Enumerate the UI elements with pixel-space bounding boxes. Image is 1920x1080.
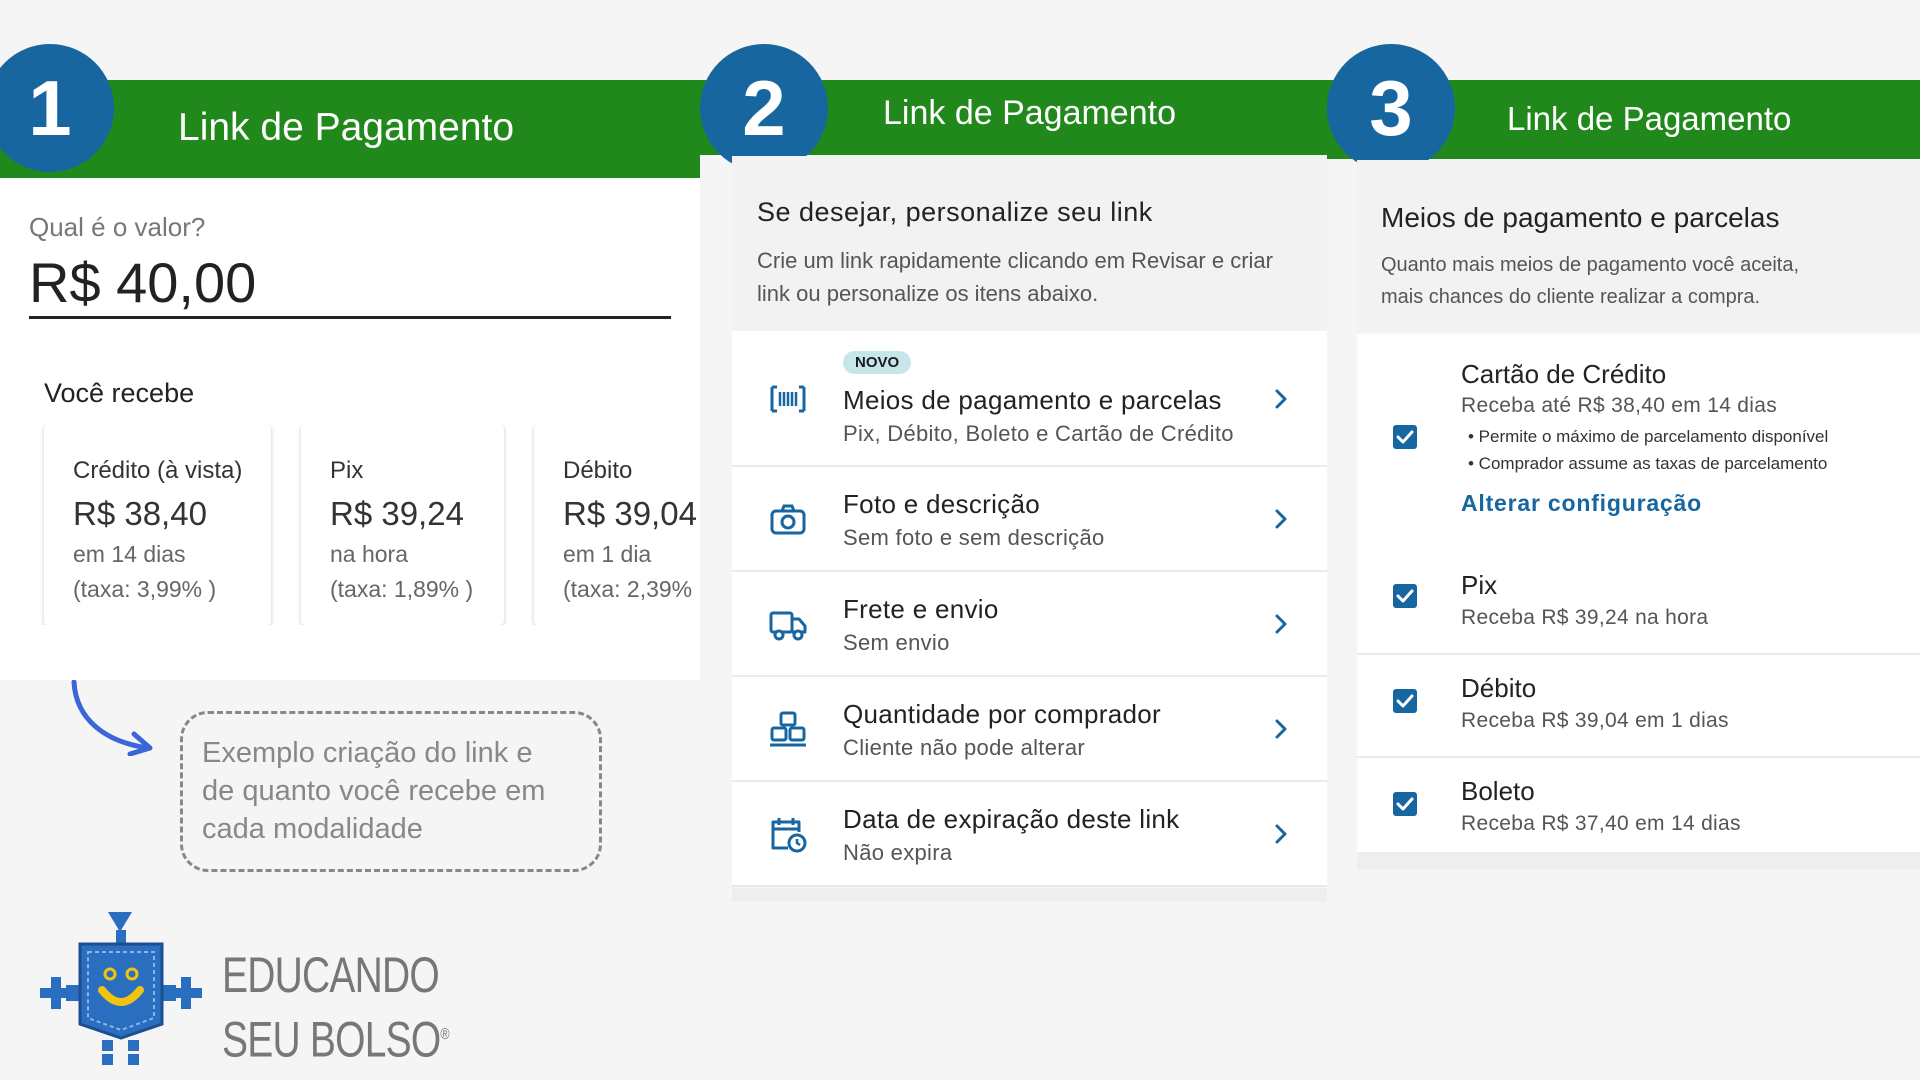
card-fee: (taxa: 2,39% — [563, 576, 693, 602]
card-title: Crédito (à vista) — [73, 457, 243, 484]
panel-step-1 — [0, 0, 700, 1080]
menu-item-desc: Cliente não pode alterar — [843, 735, 1086, 760]
truck-icon — [768, 604, 808, 644]
menu-item-title: Meios de pagamento e parcelas — [843, 385, 1222, 415]
panel-step-3 — [1327, 0, 1920, 1080]
customize-title: Se desejar, personalize seu link — [757, 197, 1153, 227]
barcode-icon — [768, 379, 808, 419]
option-credit-card — [1357, 334, 1920, 552]
menu-item-title: Foto e descrição — [843, 489, 1041, 519]
menu-item-expiration[interactable] — [732, 782, 1327, 887]
menu-item-title: Data de expiração deste link — [843, 804, 1180, 834]
checkmark-icon — [1393, 792, 1417, 816]
callout-line: cada modalidade — [202, 813, 423, 845]
calendar-clock-icon — [768, 814, 808, 854]
card-when: na hora — [330, 541, 409, 567]
chevron-right-icon — [1273, 717, 1289, 741]
card-value: R$ 38,40 — [73, 495, 207, 532]
logo-line-text: SEU BOLSO — [222, 1011, 441, 1068]
methods-title: Meios de pagamento e parcelas — [1381, 202, 1780, 233]
menu-item-title: Quantidade por comprador — [843, 699, 1161, 729]
logo-line: EDUCANDO — [222, 947, 439, 1003]
card-value: R$ 39,04 — [563, 495, 697, 532]
header-title: Link de Pagamento — [1507, 100, 1792, 137]
menu-footer — [732, 888, 1327, 902]
step-badge: 1 — [0, 44, 114, 172]
menu-item-desc: Sem envio — [843, 630, 950, 655]
option-title: Débito — [1461, 673, 1537, 703]
boxes-icon — [768, 709, 808, 749]
card-title: Débito — [563, 457, 633, 484]
amount-input[interactable]: R$ 40,00 — [29, 251, 257, 314]
change-config-link[interactable]: Alterar configuração — [1461, 490, 1702, 516]
chevron-right-icon — [1273, 387, 1289, 411]
amount-underline — [29, 316, 671, 319]
chevron-right-icon — [1273, 612, 1289, 636]
option-title: Cartão de Crédito — [1461, 359, 1667, 389]
header-title: Link de Pagamento — [178, 106, 515, 149]
panel-step-2 — [700, 0, 1327, 1080]
option-desc: Receba até R$ 38,40 em 14 dias — [1461, 394, 1778, 417]
card-fee: (taxa: 1,89% ) — [330, 576, 474, 602]
option-bullet: • Permite o máximo de parcelamento disponível — [1468, 427, 1829, 446]
checkbox-credit-card[interactable] — [1393, 425, 1417, 449]
customize-menu — [732, 331, 1327, 887]
header-title: Link de Pagamento — [883, 94, 1176, 132]
menu-item-shipping[interactable] — [732, 572, 1327, 677]
methods-subtitle — [1381, 249, 1799, 313]
option-desc: Receba R$ 37,40 em 14 dias — [1461, 812, 1741, 835]
curved-arrow-icon — [66, 680, 162, 756]
receive-card-debit — [534, 425, 700, 625]
payment-options — [1357, 334, 1920, 858]
subtitle-line: Quanto mais meios de pagamento você aceita, — [1381, 254, 1800, 276]
option-title: Boleto — [1461, 776, 1535, 806]
card-when: em 14 dias — [73, 541, 186, 567]
card-value: R$ 39,24 — [330, 495, 464, 532]
logo-wordmark — [222, 945, 449, 1070]
checkmark-icon — [1393, 425, 1417, 449]
checkbox-pix[interactable] — [1393, 584, 1417, 608]
step-badge: 3 — [1327, 44, 1455, 172]
amount-label: Qual é o valor? — [29, 212, 206, 242]
menu-item-payment-methods[interactable] — [732, 331, 1327, 467]
checkmark-icon — [1393, 689, 1417, 713]
receive-heading: Você recebe — [44, 378, 195, 408]
option-desc: Receba R$ 39,04 em 1 dias — [1461, 709, 1729, 732]
receive-card-credit — [44, 425, 271, 625]
option-boleto — [1357, 758, 1920, 858]
receive-card-pix — [301, 425, 504, 625]
option-pix — [1357, 552, 1920, 655]
card-when: em 1 dia — [563, 541, 652, 567]
options-footer — [1357, 852, 1920, 870]
menu-item-desc: Pix, Débito, Boleto e Cartão de Crédito — [843, 421, 1234, 446]
menu-item-desc: Não expira — [843, 840, 953, 865]
registered-mark: ® — [440, 1026, 449, 1043]
customize-subtitle: Crie um link rapidamente clicando em Revisar e criar link ou personalize os itens abaixo. — [757, 248, 1273, 306]
callout-note — [180, 711, 602, 872]
checkbox-debit[interactable] — [1393, 689, 1417, 713]
card-fee: (taxa: 3,99% ) — [73, 576, 217, 602]
checkbox-boleto[interactable] — [1393, 792, 1417, 816]
receive-cards — [0, 425, 700, 625]
logo-mascot-icon — [36, 912, 206, 1067]
subtitle-line: mais chances do cliente realizar a compra. — [1381, 286, 1761, 308]
menu-item-title: Frete e envio — [843, 594, 999, 624]
logo-line — [222, 1005, 449, 1070]
menu-item-quantity[interactable] — [732, 677, 1327, 782]
camera-icon — [768, 499, 808, 539]
chevron-right-icon — [1273, 822, 1289, 846]
option-debit — [1357, 655, 1920, 758]
callout-line: de quanto você recebe em — [202, 775, 546, 807]
new-badge: NOVO — [843, 351, 911, 374]
menu-item-desc: Sem foto e sem descrição — [843, 525, 1105, 550]
step-badge: 2 — [700, 44, 828, 172]
option-desc: Receba R$ 39,24 na hora — [1461, 606, 1709, 629]
chevron-right-icon — [1273, 507, 1289, 531]
option-title: Pix — [1461, 570, 1498, 600]
card-title: Pix — [330, 457, 364, 484]
menu-item-photo-description[interactable] — [732, 467, 1327, 572]
callout-line: Exemplo criação do link e — [202, 737, 533, 769]
option-bullet: • Comprador assume as taxas de parcelamento — [1468, 454, 1828, 473]
checkmark-icon — [1393, 584, 1417, 608]
